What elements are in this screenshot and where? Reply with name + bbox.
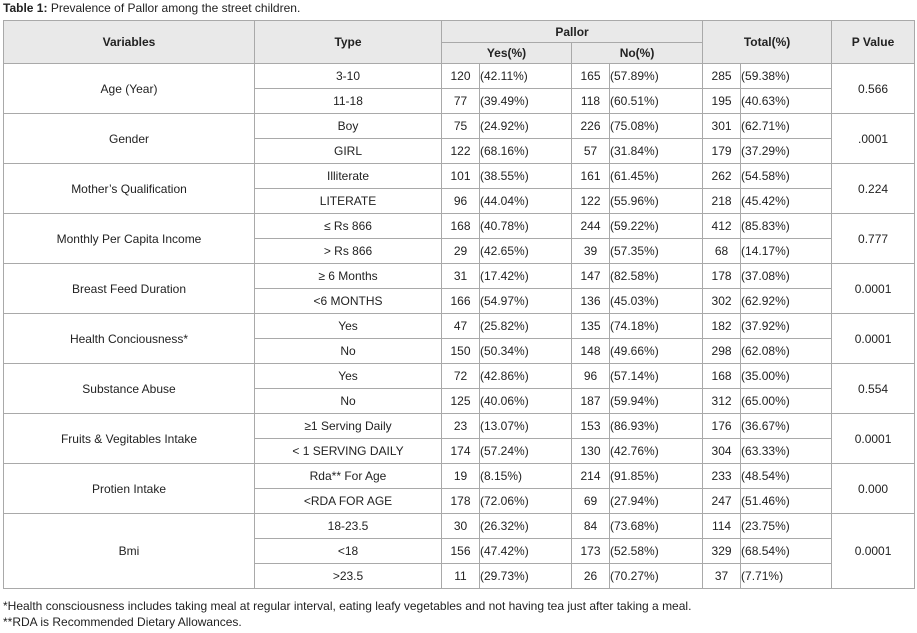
yes-count-cell: 178 [442, 489, 480, 514]
yes-count-cell: 150 [442, 339, 480, 364]
total-percent-cell: (23.75%) [741, 514, 832, 539]
pvalue-cell: 0.0001 [832, 514, 915, 589]
variable-cell: Monthly Per Capita Income [4, 214, 255, 264]
table-row [4, 364, 915, 389]
type-cell: >23.5 [255, 564, 442, 589]
total-percent-cell: (37.92%) [741, 314, 832, 339]
no-count-cell: 244 [572, 214, 610, 239]
yes-percent-cell: (44.04%) [480, 189, 572, 214]
total-percent-cell: (63.33%) [741, 439, 832, 464]
no-percent-cell: (57.35%) [610, 239, 703, 264]
total-count-cell: 312 [703, 389, 741, 414]
type-cell: Yes [255, 364, 442, 389]
no-percent-cell: (86.93%) [610, 414, 703, 439]
total-count-cell: 301 [703, 114, 741, 139]
no-percent-cell: (45.03%) [610, 289, 703, 314]
variable-cell: Protien Intake [4, 464, 255, 514]
total-percent-cell: (54.58%) [741, 164, 832, 189]
type-cell: > Rs 866 [255, 239, 442, 264]
total-percent-cell: (37.08%) [741, 264, 832, 289]
no-count-cell: 26 [572, 564, 610, 589]
yes-count-cell: 96 [442, 189, 480, 214]
no-percent-cell: (74.18%) [610, 314, 703, 339]
total-count-cell: 304 [703, 439, 741, 464]
total-count-cell: 179 [703, 139, 741, 164]
no-count-cell: 214 [572, 464, 610, 489]
yes-count-cell: 120 [442, 64, 480, 89]
type-cell: ≤ Rs 866 [255, 214, 442, 239]
yes-count-cell: 174 [442, 439, 480, 464]
total-percent-cell: (62.92%) [741, 289, 832, 314]
total-count-cell: 68 [703, 239, 741, 264]
yes-count-cell: 101 [442, 164, 480, 189]
header-pvalue: P Value [832, 21, 915, 64]
no-percent-cell: (82.58%) [610, 264, 703, 289]
total-count-cell: 37 [703, 564, 741, 589]
header-total: Total(%) [703, 21, 832, 64]
no-count-cell: 135 [572, 314, 610, 339]
table-caption [3, 1, 300, 15]
type-cell: Illiterate [255, 164, 442, 189]
pvalue-cell: 0.0001 [832, 314, 915, 364]
total-count-cell: 168 [703, 364, 741, 389]
yes-count-cell: 156 [442, 539, 480, 564]
no-count-cell: 173 [572, 539, 610, 564]
no-percent-cell: (60.51%) [610, 89, 703, 114]
yes-count-cell: 122 [442, 139, 480, 164]
total-percent-cell: (59.38%) [741, 64, 832, 89]
type-cell: ≥ 6 Months [255, 264, 442, 289]
no-count-cell: 161 [572, 164, 610, 189]
yes-count-cell: 31 [442, 264, 480, 289]
no-percent-cell: (57.89%) [610, 64, 703, 89]
type-cell: Boy [255, 114, 442, 139]
no-count-cell: 187 [572, 389, 610, 414]
header-type: Type [255, 21, 442, 64]
table-row [4, 214, 915, 239]
yes-percent-cell: (13.07%) [480, 414, 572, 439]
no-count-cell: 69 [572, 489, 610, 514]
caption-text: Prevalence of Pallor among the street children. [50, 1, 301, 15]
table-row [4, 314, 915, 339]
no-percent-cell: (49.66%) [610, 339, 703, 364]
table-row [4, 114, 915, 139]
type-cell: Rda** For Age [255, 464, 442, 489]
yes-percent-cell: (42.65%) [480, 239, 572, 264]
total-percent-cell: (62.71%) [741, 114, 832, 139]
table-row [4, 464, 915, 489]
total-count-cell: 182 [703, 314, 741, 339]
no-count-cell: 153 [572, 414, 610, 439]
yes-count-cell: 75 [442, 114, 480, 139]
no-percent-cell: (91.85%) [610, 464, 703, 489]
no-percent-cell: (70.27%) [610, 564, 703, 589]
total-percent-cell: (45.42%) [741, 189, 832, 214]
yes-percent-cell: (42.86%) [480, 364, 572, 389]
no-count-cell: 226 [572, 114, 610, 139]
yes-percent-cell: (68.16%) [480, 139, 572, 164]
yes-percent-cell: (40.78%) [480, 214, 572, 239]
caption-label: Table 1: [3, 1, 48, 15]
yes-count-cell: 72 [442, 364, 480, 389]
total-percent-cell: (7.71%) [741, 564, 832, 589]
no-count-cell: 57 [572, 139, 610, 164]
table-body [4, 64, 915, 589]
type-cell: 3-10 [255, 64, 442, 89]
total-count-cell: 329 [703, 539, 741, 564]
footnote-rda: **RDA is Recommended Dietary Allowances. [3, 615, 242, 629]
yes-percent-cell: (17.42%) [480, 264, 572, 289]
table-row [4, 64, 915, 89]
total-percent-cell: (37.29%) [741, 139, 832, 164]
type-cell: No [255, 339, 442, 364]
table-row [4, 164, 915, 189]
pallor-table [3, 20, 915, 589]
yes-count-cell: 47 [442, 314, 480, 339]
variable-cell: Age (Year) [4, 64, 255, 114]
variable-cell: Health Conciousness* [4, 314, 255, 364]
yes-percent-cell: (40.06%) [480, 389, 572, 414]
pvalue-cell: 0.554 [832, 364, 915, 414]
yes-count-cell: 19 [442, 464, 480, 489]
yes-percent-cell: (57.24%) [480, 439, 572, 464]
yes-percent-cell: (38.55%) [480, 164, 572, 189]
type-cell: Yes [255, 314, 442, 339]
type-cell: < 1 SERVING DAILY [255, 439, 442, 464]
footnote-health: *Health consciousness includes taking meal at regular interval, eating leafy vegetables and not having tea just after taking a meal. [3, 599, 692, 613]
type-cell: LITERATE [255, 189, 442, 214]
type-cell: <6 MONTHS [255, 289, 442, 314]
yes-percent-cell: (26.32%) [480, 514, 572, 539]
no-percent-cell: (61.45%) [610, 164, 703, 189]
total-percent-cell: (65.00%) [741, 389, 832, 414]
yes-count-cell: 125 [442, 389, 480, 414]
pvalue-cell: 0.000 [832, 464, 915, 514]
total-count-cell: 218 [703, 189, 741, 214]
no-count-cell: 148 [572, 339, 610, 364]
pvalue-cell: 0.0001 [832, 414, 915, 464]
total-percent-cell: (51.46%) [741, 489, 832, 514]
type-cell: <RDA FOR AGE [255, 489, 442, 514]
header-yes: Yes(%) [442, 43, 572, 64]
total-count-cell: 247 [703, 489, 741, 514]
yes-percent-cell: (39.49%) [480, 89, 572, 114]
variable-cell: Mother’s Qualification [4, 164, 255, 214]
no-count-cell: 136 [572, 289, 610, 314]
type-cell: 11-18 [255, 89, 442, 114]
no-percent-cell: (75.08%) [610, 114, 703, 139]
total-count-cell: 298 [703, 339, 741, 364]
yes-count-cell: 23 [442, 414, 480, 439]
total-count-cell: 233 [703, 464, 741, 489]
type-cell: GIRL [255, 139, 442, 164]
pvalue-cell: .0001 [832, 114, 915, 164]
yes-percent-cell: (25.82%) [480, 314, 572, 339]
yes-percent-cell: (47.42%) [480, 539, 572, 564]
total-percent-cell: (48.54%) [741, 464, 832, 489]
no-count-cell: 122 [572, 189, 610, 214]
yes-count-cell: 30 [442, 514, 480, 539]
yes-percent-cell: (29.73%) [480, 564, 572, 589]
total-percent-cell: (14.17%) [741, 239, 832, 264]
table-row [4, 264, 915, 289]
no-count-cell: 39 [572, 239, 610, 264]
yes-percent-cell: (54.97%) [480, 289, 572, 314]
type-cell: 18-23.5 [255, 514, 442, 539]
no-count-cell: 165 [572, 64, 610, 89]
header-pallor: Pallor [442, 21, 703, 43]
pvalue-cell: 0.566 [832, 64, 915, 114]
total-count-cell: 262 [703, 164, 741, 189]
total-count-cell: 195 [703, 89, 741, 114]
variable-cell: Breast Feed Duration [4, 264, 255, 314]
no-percent-cell: (55.96%) [610, 189, 703, 214]
total-count-cell: 302 [703, 289, 741, 314]
total-percent-cell: (36.67%) [741, 414, 832, 439]
no-percent-cell: (57.14%) [610, 364, 703, 389]
table-row [4, 414, 915, 439]
pvalue-cell: 0.224 [832, 164, 915, 214]
yes-count-cell: 29 [442, 239, 480, 264]
total-percent-cell: (68.54%) [741, 539, 832, 564]
no-percent-cell: (42.76%) [610, 439, 703, 464]
total-percent-cell: (62.08%) [741, 339, 832, 364]
no-count-cell: 118 [572, 89, 610, 114]
total-percent-cell: (35.00%) [741, 364, 832, 389]
total-percent-cell: (40.63%) [741, 89, 832, 114]
table-row [4, 514, 915, 539]
variable-cell: Substance Abuse [4, 364, 255, 414]
yes-percent-cell: (50.34%) [480, 339, 572, 364]
header-no: No(%) [572, 43, 703, 64]
no-percent-cell: (31.84%) [610, 139, 703, 164]
yes-percent-cell: (42.11%) [480, 64, 572, 89]
no-count-cell: 96 [572, 364, 610, 389]
yes-percent-cell: (72.06%) [480, 489, 572, 514]
total-percent-cell: (85.83%) [741, 214, 832, 239]
type-cell: <18 [255, 539, 442, 564]
yes-count-cell: 77 [442, 89, 480, 114]
total-count-cell: 114 [703, 514, 741, 539]
yes-count-cell: 168 [442, 214, 480, 239]
no-percent-cell: (27.94%) [610, 489, 703, 514]
yes-count-cell: 11 [442, 564, 480, 589]
no-percent-cell: (73.68%) [610, 514, 703, 539]
total-count-cell: 285 [703, 64, 741, 89]
yes-percent-cell: (8.15%) [480, 464, 572, 489]
type-cell: ≥1 Serving Daily [255, 414, 442, 439]
yes-count-cell: 166 [442, 289, 480, 314]
pvalue-cell: 0.0001 [832, 264, 915, 314]
no-percent-cell: (59.22%) [610, 214, 703, 239]
no-percent-cell: (52.58%) [610, 539, 703, 564]
no-count-cell: 84 [572, 514, 610, 539]
variable-cell: Fruits & Vegitables Intake [4, 414, 255, 464]
total-count-cell: 412 [703, 214, 741, 239]
header-variables: Variables [4, 21, 255, 64]
no-percent-cell: (59.94%) [610, 389, 703, 414]
pvalue-cell: 0.777 [832, 214, 915, 264]
variable-cell: Gender [4, 114, 255, 164]
variable-cell: Bmi [4, 514, 255, 589]
no-count-cell: 147 [572, 264, 610, 289]
no-count-cell: 130 [572, 439, 610, 464]
total-count-cell: 178 [703, 264, 741, 289]
yes-percent-cell: (24.92%) [480, 114, 572, 139]
total-count-cell: 176 [703, 414, 741, 439]
type-cell: No [255, 389, 442, 414]
